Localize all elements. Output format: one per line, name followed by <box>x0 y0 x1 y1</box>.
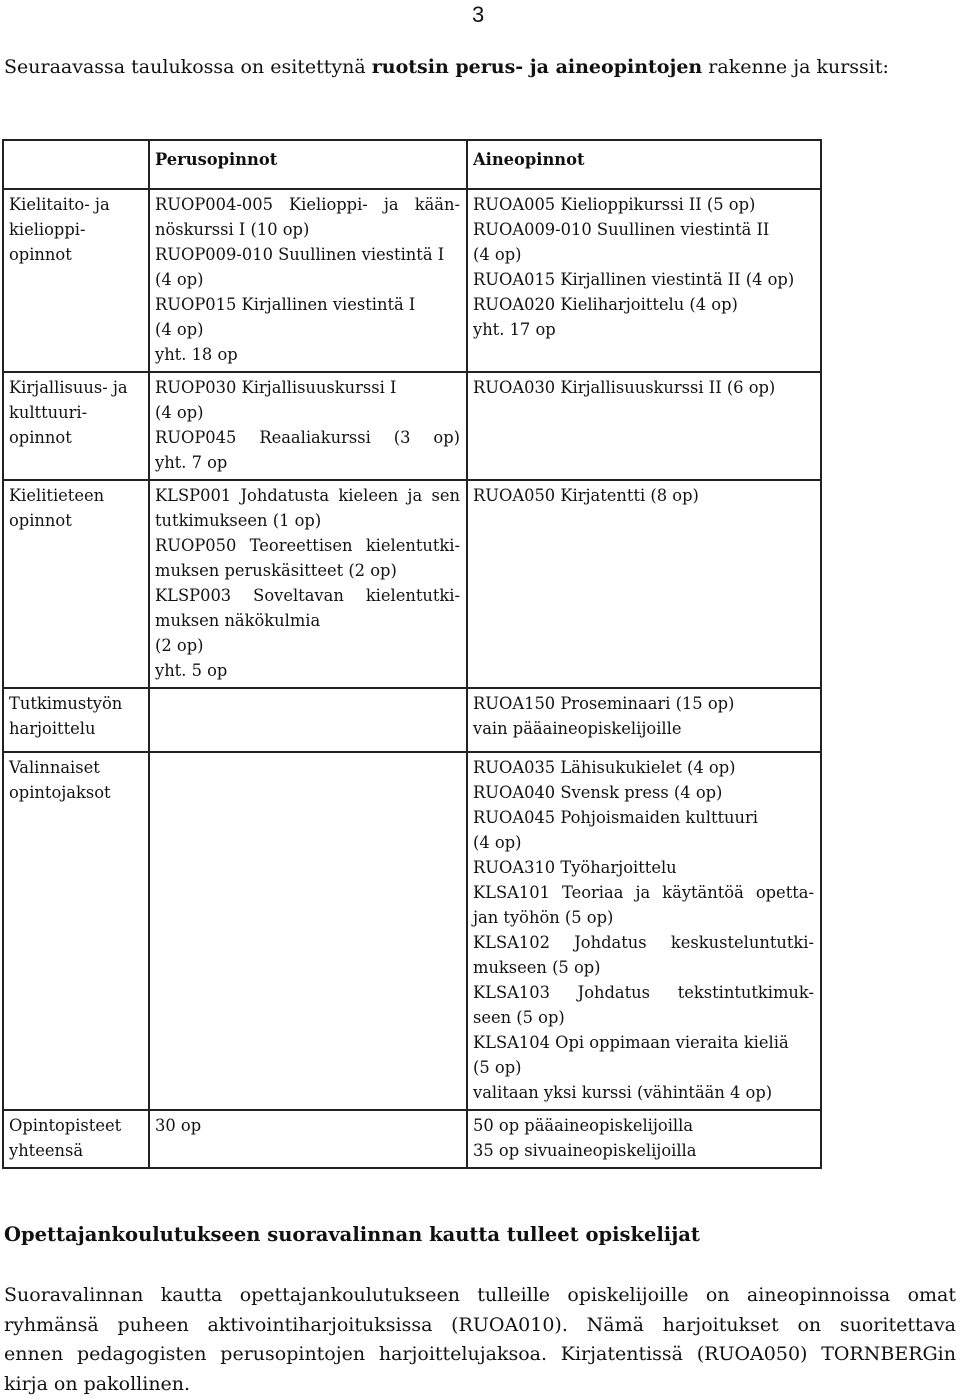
section-body-paragraph <box>4 1281 956 1399</box>
row-heading-cell <box>3 480 149 688</box>
row-heading-line: kielioppi- <box>9 217 142 242</box>
course-line: RUOA045 Pohjoismaiden kulttuuri <box>473 805 814 830</box>
aineopinnot-cell <box>467 688 821 752</box>
course-line: KLSP003 Soveltavan kielentutki- <box>155 583 460 608</box>
section-heading: Opettajankoulutukseen suoravalinnan kautta tulleet opiskelijat <box>4 1223 700 1246</box>
course-line: RUOP009-010 Suullinen viestintä I <box>155 242 460 267</box>
course-line: RUOA035 Lähisukukielet (4 op) <box>473 755 814 780</box>
course-line: RUOP045 Reaaliakurssi (3 op) <box>155 425 460 450</box>
course-line: RUOA015 Kirjallinen viestintä II (4 op) <box>473 267 814 292</box>
course-line: (4 op) <box>155 317 460 342</box>
row-heading-cell <box>3 688 149 752</box>
course-line: KLSP001 Johdatusta kieleen ja sen <box>155 483 460 508</box>
body-line: ryhmänsä puheen aktivointiharjoituksissa (RUOA010). Nämä harjoitukset on suoritettava <box>4 1311 956 1341</box>
page-number: 3 <box>472 2 484 28</box>
course-line: RUOP015 Kirjallinen viestintä I <box>155 292 460 317</box>
aineopinnot-cell <box>467 372 821 480</box>
row-heading-line: opinnot <box>9 508 142 533</box>
row-heading-line: Kirjallisuus- ja <box>9 375 142 400</box>
table-row <box>3 752 821 1110</box>
course-line: KLSA102 Johdatus keskusteluntutki- <box>473 930 814 955</box>
perusopinnot-cell <box>149 752 467 1110</box>
table-header-row <box>3 140 821 189</box>
row-heading-line: Valinnaiset <box>9 755 142 780</box>
course-line: RUOP004-005 Kielioppi- ja kään- <box>155 192 460 217</box>
row-heading-line: opinnot <box>9 242 142 267</box>
course-line: tutkimukseen (1 op) <box>155 508 460 533</box>
table-row <box>3 480 821 688</box>
course-structure-table <box>2 139 822 1169</box>
course-line: KLSA104 Opi oppimaan vieraita kieliä <box>473 1030 814 1055</box>
course-line: mukseen (5 op) <box>473 955 814 980</box>
course-line: nöskurssi I (10 op) <box>155 217 460 242</box>
course-line: (4 op) <box>473 830 814 855</box>
course-line: RUOA040 Svensk press (4 op) <box>473 780 814 805</box>
header-aineopinnot: Aineopinnot <box>467 140 821 189</box>
course-line: RUOA009-010 Suullinen viestintä II <box>473 217 814 242</box>
header-blank-cell <box>3 140 149 189</box>
course-line: 35 op sivuaineopiskelijoilla <box>473 1138 814 1163</box>
course-line: muksen näkökulmia <box>155 608 460 633</box>
course-line: jan työhön (5 op) <box>473 905 814 930</box>
course-line: yht. 17 op <box>473 317 814 342</box>
row-heading-line: Tutkimustyön <box>9 691 142 716</box>
perusopinnot-cell <box>149 688 467 752</box>
course-line: yht. 5 op <box>155 658 460 683</box>
course-line: 50 op pääaineopiskelijoilla <box>473 1113 814 1138</box>
body-line: kirja on pakollinen. <box>4 1370 956 1399</box>
course-line: yht. 7 op <box>155 450 460 475</box>
course-line: (4 op) <box>473 242 814 267</box>
row-heading-cell <box>3 189 149 372</box>
perusopinnot-cell <box>149 1110 467 1168</box>
intro-paragraph <box>4 56 889 78</box>
row-heading-line: yhteensä <box>9 1138 142 1163</box>
intro-bold: ruotsin perus- ja aineopintojen <box>372 56 702 78</box>
course-line: yht. 18 op <box>155 342 460 367</box>
row-heading-line: opinnot <box>9 425 142 450</box>
perusopinnot-cell <box>149 480 467 688</box>
row-heading-cell <box>3 752 149 1110</box>
intro-suffix: rakenne ja kurssit: <box>702 56 889 78</box>
course-line: KLSA101 Teoriaa ja käytäntöä opetta- <box>473 880 814 905</box>
row-heading-line: Kielitieteen <box>9 483 142 508</box>
course-line: 30 op <box>155 1113 460 1138</box>
row-heading-line: kulttuuri- <box>9 400 142 425</box>
course-line: RUOA020 Kieliharjoittelu (4 op) <box>473 292 814 317</box>
course-line: RUOA310 Työharjoittelu <box>473 855 814 880</box>
course-line: muksen peruskäsitteet (2 op) <box>155 558 460 583</box>
course-line: (4 op) <box>155 400 460 425</box>
course-line: RUOA150 Proseminaari (15 op) <box>473 691 814 716</box>
course-line: RUOA005 Kielioppikurssi II (5 op) <box>473 192 814 217</box>
course-line: (2 op) <box>155 633 460 658</box>
aineopinnot-cell <box>467 1110 821 1168</box>
aineopinnot-cell <box>467 752 821 1110</box>
row-heading-cell <box>3 372 149 480</box>
course-line: RUOP030 Kirjallisuuskurssi I <box>155 375 460 400</box>
row-heading-line: Opintopisteet <box>9 1113 142 1138</box>
course-line: RUOP050 Teoreettisen kielentutki- <box>155 533 460 558</box>
header-perusopinnot: Perusopinnot <box>149 140 467 189</box>
course-line: KLSA103 Johdatus tekstintutkimuk- <box>473 980 814 1005</box>
body-line: ennen pedagogisten perusopintojen harjoittelujaksoa. Kirjatentissä (RUOA050) TORNBERGin <box>4 1340 956 1370</box>
row-heading-cell <box>3 1110 149 1168</box>
course-line: vain pääaineopiskelijoille <box>473 716 814 741</box>
table-row <box>3 688 821 752</box>
course-line: RUOA050 Kirjatentti (8 op) <box>473 483 814 508</box>
perusopinnot-cell <box>149 372 467 480</box>
aineopinnot-cell <box>467 480 821 688</box>
table-row <box>3 372 821 480</box>
row-heading-line: Kielitaito- ja <box>9 192 142 217</box>
course-line: RUOA030 Kirjallisuuskurssi II (6 op) <box>473 375 814 400</box>
course-line: (4 op) <box>155 267 460 292</box>
body-line: Suoravalinnan kautta opettajankoulutukseen tulleille opiskelijoille on aineopinnoissa omat <box>4 1281 956 1311</box>
table-row <box>3 189 821 372</box>
row-heading-line: opintojaksot <box>9 780 142 805</box>
course-line: (5 op) <box>473 1055 814 1080</box>
aineopinnot-cell <box>467 189 821 372</box>
intro-prefix: Seuraavassa taulukossa on esitettynä <box>4 56 372 78</box>
course-line: valitaan yksi kurssi (vähintään 4 op) <box>473 1080 814 1105</box>
course-line: seen (5 op) <box>473 1005 814 1030</box>
perusopinnot-cell <box>149 189 467 372</box>
row-heading-line: harjoittelu <box>9 716 142 741</box>
table-row <box>3 1110 821 1168</box>
